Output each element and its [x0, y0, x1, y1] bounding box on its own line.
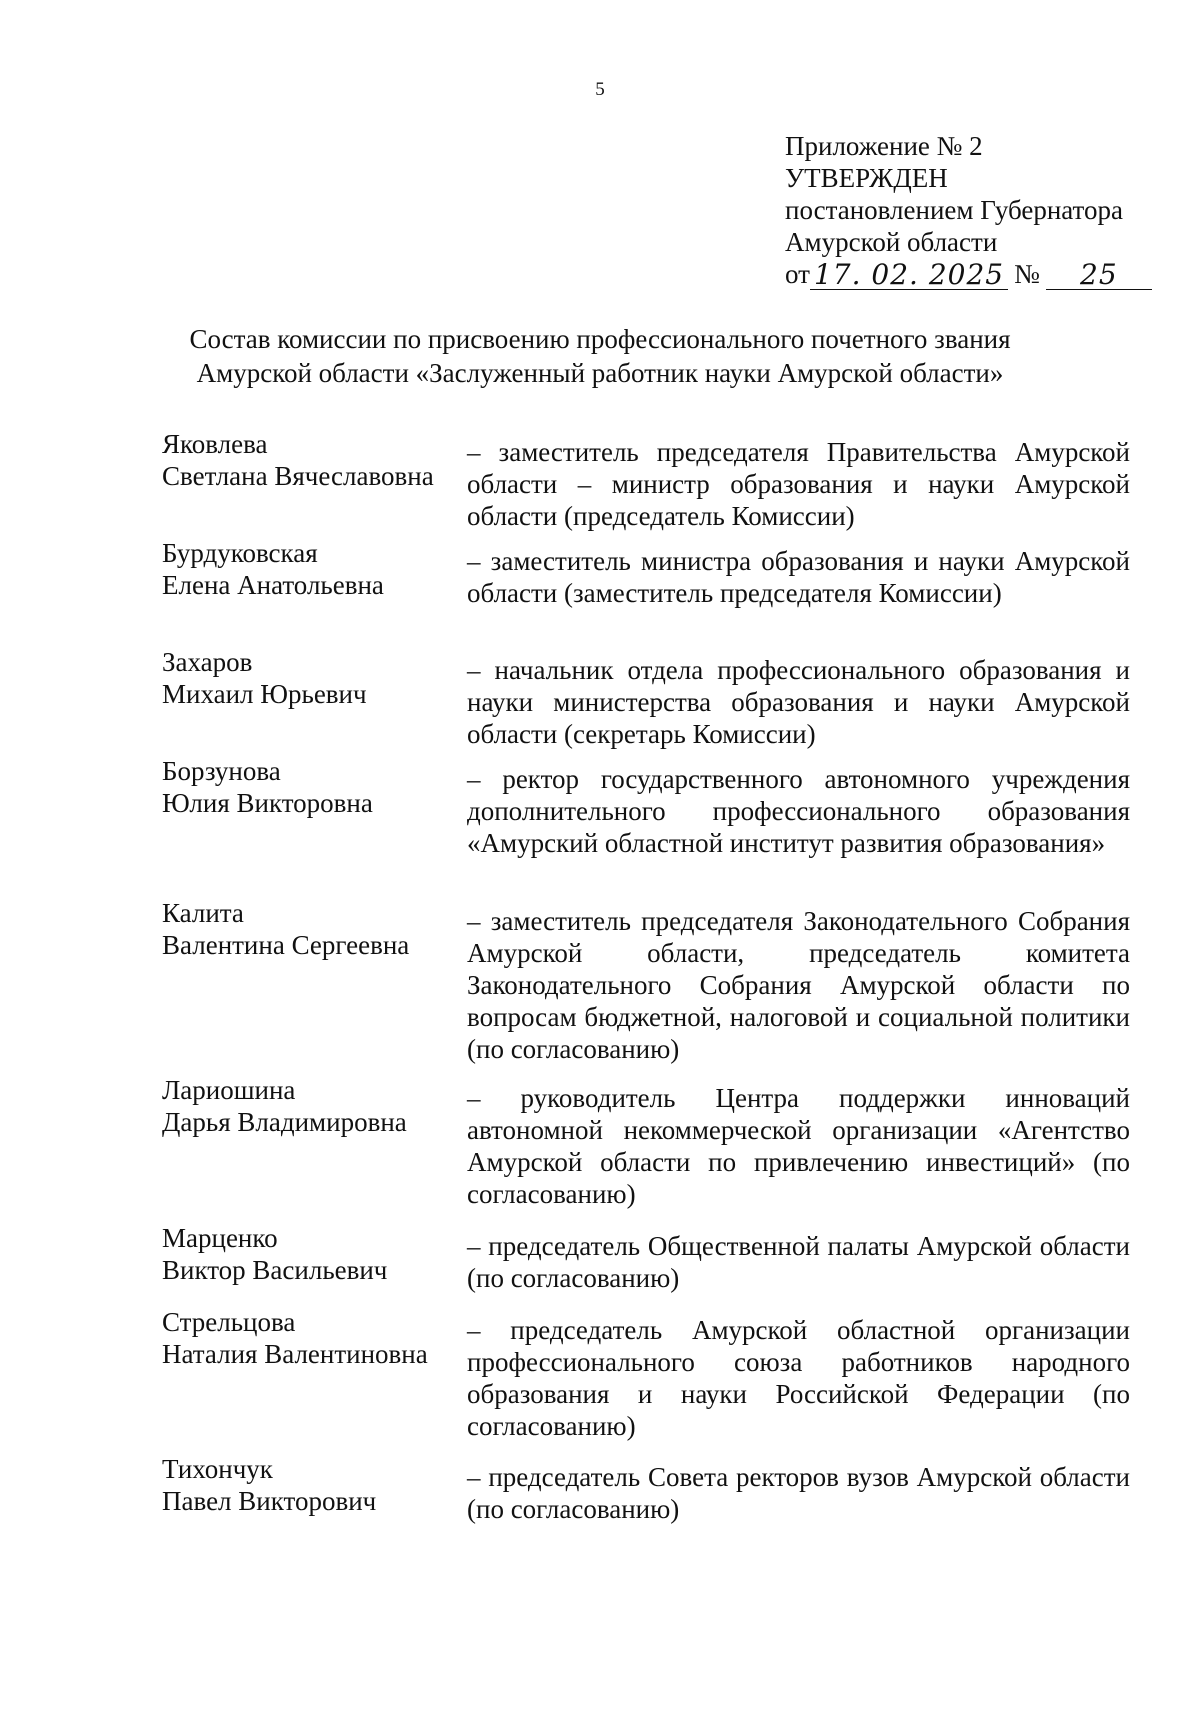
member-surname: Борзунова: [162, 756, 281, 786]
members-list: [162, 428, 1130, 1537]
member-surname: Лариошина: [162, 1075, 296, 1105]
member-role: – заместитель председателя Правительства Амурской области – министр образования и науки Амурской области (председатель Комиссии): [467, 437, 1130, 531]
member-name: [162, 1306, 467, 1453]
member-given-names: Наталия Валентиновна: [162, 1339, 428, 1369]
member-role: – председатель Амурской областной организации профессионального союза работников народного образования и науки Российской Федерации (по согласованию): [467, 1315, 1130, 1441]
approved-by-line2: Амурской области: [785, 227, 998, 257]
member-entry: [162, 755, 1130, 897]
member-surname: Захаров: [162, 647, 253, 677]
member-role: – руководитель Центра поддержки инноваций автономной некоммерческой организации «Агентство Амурской области по привлечению инвестиций» (по согласованию): [467, 1083, 1130, 1209]
member-role: – председатель Совета ректоров вузов Амурской области (по согласованию): [467, 1462, 1130, 1524]
handwritten-date: 17. 02. 2025: [810, 261, 1008, 290]
approval-block: [785, 130, 1152, 290]
member-name: [162, 1453, 467, 1537]
member-name: [162, 755, 467, 897]
page-number: 5: [595, 79, 605, 100]
member-entry: [162, 897, 1130, 1074]
member-given-names: Дарья Владимировна: [162, 1107, 407, 1137]
member-name: [162, 1074, 467, 1222]
member-given-names: Михаил Юрьевич: [162, 679, 367, 709]
member-name: [162, 646, 467, 755]
member-surname: Яковлева: [162, 429, 268, 459]
member-given-names: Елена Анатольевна: [162, 570, 384, 600]
member-entry: [162, 428, 1130, 537]
date-prefix: от: [785, 259, 810, 289]
member-surname: Марценко: [162, 1223, 278, 1253]
document-heading: [0, 322, 1200, 390]
approved-label: УТВЕРЖДЕН: [785, 163, 948, 193]
member-surname: Тихончук: [162, 1454, 273, 1484]
heading-line-2: Амурской области «Заслуженный работник науки Амурской области»: [196, 358, 1004, 388]
member-given-names: Виктор Васильевич: [162, 1255, 388, 1285]
member-role: – ректор государственного автономного учреждения дополнительного профессионального образования «Амурский областной институт развития образования»: [467, 764, 1130, 858]
member-role: – начальник отдела профессионального образования и науки министерства образования и науки Амурской области (секретарь Комиссии): [467, 655, 1130, 749]
approved-by-line1: постановлением Губернатора: [785, 195, 1123, 225]
member-role: – председатель Общественной палаты Амурской области (по согласованию): [467, 1231, 1130, 1293]
decree-date-number-line: [785, 258, 1152, 290]
appendix-label: Приложение № 2: [785, 131, 983, 161]
member-name: [162, 897, 467, 1074]
member-entry: [162, 1222, 1130, 1306]
member-surname: Калита: [162, 898, 244, 928]
member-entry: [162, 537, 1130, 646]
member-entry: [162, 1306, 1130, 1453]
heading-line-1: Состав комиссии по присвоению профессионального почетного звания: [189, 324, 1011, 354]
member-entry: [162, 1074, 1130, 1222]
member-role: – заместитель министра образования и науки Амурской области (заместитель председателя Комиссии): [467, 546, 1130, 608]
member-given-names: Юлия Викторовна: [162, 788, 373, 818]
member-name: [162, 1222, 467, 1306]
member-given-names: Валентина Сергеевна: [162, 930, 410, 960]
number-prefix: №: [1014, 259, 1040, 289]
member-role: – заместитель председателя Законодательного Собрания Амурской области, председатель комитета Законодательного Собрания Амурской области по вопросам бюджетной, налоговой и социальной политики (по согласованию): [467, 906, 1130, 1064]
member-surname: Бурдуковская: [162, 538, 318, 568]
handwritten-number: 25: [1046, 261, 1152, 290]
member-entry: [162, 1453, 1130, 1537]
member-surname: Стрельцова: [162, 1307, 296, 1337]
member-given-names: Павел Викторович: [162, 1486, 377, 1516]
member-name: [162, 537, 467, 646]
member-name: [162, 428, 467, 537]
member-given-names: Светлана Вячеславовна: [162, 461, 434, 491]
member-entry: [162, 646, 1130, 755]
